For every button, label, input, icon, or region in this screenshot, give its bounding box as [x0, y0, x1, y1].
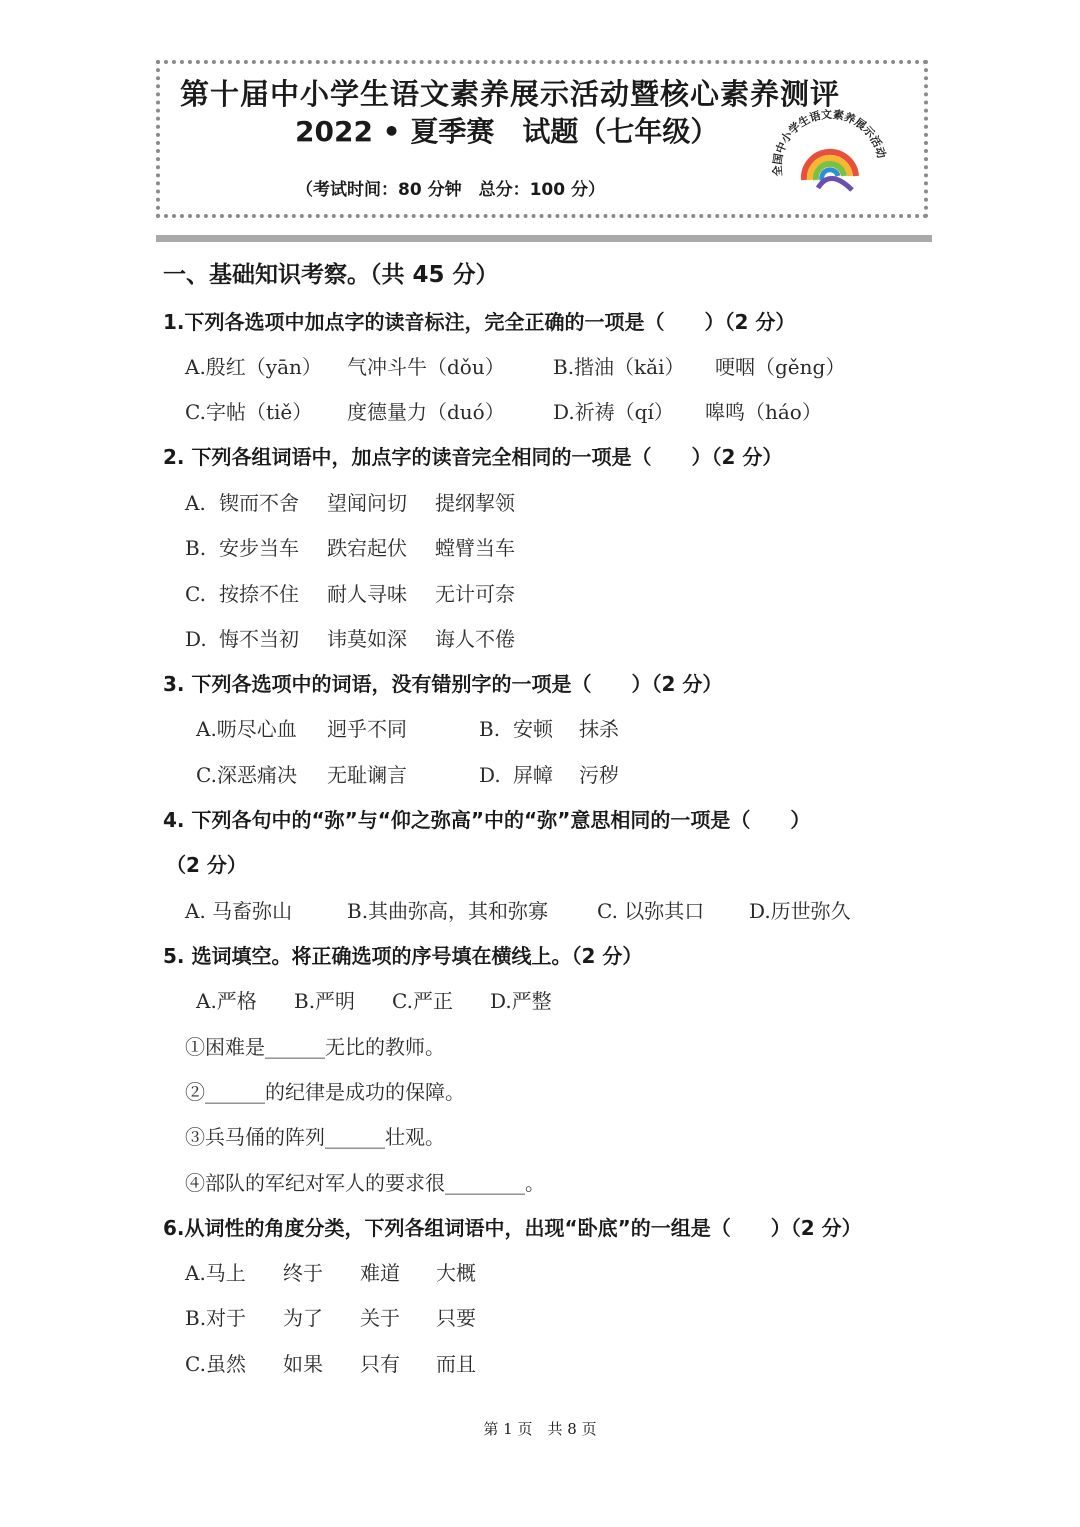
question-4-score: （2 分）	[166, 853, 247, 877]
option-word: 按捺不住	[219, 582, 299, 606]
option-word: 而且	[436, 1352, 476, 1376]
question-6-option-c	[185, 1348, 476, 1377]
competition-logo	[760, 98, 900, 208]
option-letter: C.	[185, 582, 206, 606]
option-text: C.深恶痛决	[196, 763, 297, 787]
option-word: 无计可奈	[435, 582, 515, 606]
question-3-stem: 3. 下列各选项中的词语，没有错别字的一项是（ ）（2 分）	[163, 672, 723, 696]
option-text: C.虽然	[185, 1352, 246, 1376]
question-6-stem: 6.从词性的角度分类，下列各组词语中，出现“卧底”的一组是（ ）（2 分）	[163, 1216, 862, 1240]
option-text: C. 以弥其口	[597, 899, 705, 923]
exam-subtitle: 2022 • 夏季赛 试题（七年级）	[295, 115, 719, 148]
option-letter: D.	[185, 627, 207, 651]
option-text: 安顿	[513, 717, 553, 741]
question-5-options	[196, 985, 552, 1014]
option-letter: A.	[185, 491, 206, 515]
option-text: A.严格	[196, 989, 257, 1013]
question-6-option-b	[185, 1302, 476, 1331]
option-text: B.严明	[294, 989, 356, 1013]
option-text: 气冲斗牛（dǒu）	[347, 355, 505, 379]
option-word: 关于	[360, 1306, 400, 1330]
page-number: 第 1 页 共 8 页	[483, 1420, 597, 1438]
option-word: 如果	[283, 1352, 323, 1376]
question-1-stem: 1.下列各选项中加点字的读音标注，完全正确的一项是（ ）（2 分）	[163, 310, 796, 334]
question-3-options-row-1	[196, 713, 619, 742]
option-text: 度德量力（duó）	[347, 400, 505, 424]
option-text: 屏幛	[513, 763, 553, 787]
option-text: A.马上	[185, 1261, 246, 1285]
option-letter: B.	[185, 536, 207, 560]
option-text: A. 马畜弥山	[185, 899, 293, 923]
exam-info: （考试时间：80 分钟 总分：100 分）	[296, 180, 605, 200]
option-word: 跌宕起伏	[327, 536, 407, 560]
option-text: 嗥鸣（háo）	[705, 400, 822, 424]
option-text: C.严正	[392, 989, 453, 1013]
question-1-options-row-1	[185, 351, 845, 380]
option-word: 为了	[283, 1306, 323, 1330]
question-4-stem: 4. 下列各句中的“弥”与“仰之弥高”中的“弥”意思相同的一项是（ ）	[163, 808, 811, 832]
option-text: 污秽	[579, 763, 619, 787]
question-2-option-d	[185, 623, 515, 652]
option-text: D.严整	[490, 989, 552, 1013]
option-word: 耐人寻味	[327, 582, 407, 606]
option-word: 诲人不倦	[435, 627, 515, 651]
option-word: 安步当车	[219, 536, 299, 560]
question-6-option-a	[185, 1257, 476, 1286]
option-text: D.历世弥久	[749, 899, 851, 923]
question-1-options-row-2	[185, 396, 822, 425]
option-word: 提纲挈领	[435, 491, 515, 515]
question-3-options-row-2	[196, 759, 619, 788]
option-word: 锲而不舍	[219, 491, 299, 515]
option-text: 无耻谰言	[327, 763, 407, 787]
question-5-blank-3: ③兵马俑的阵列______壮观。	[185, 1125, 445, 1149]
option-word: 螳臂当车	[435, 536, 515, 560]
question-5-blank-1: ①困难是______无比的教师。	[185, 1035, 445, 1059]
option-text: A.殷红（yān）	[185, 355, 322, 379]
option-word: 难道	[360, 1261, 400, 1285]
question-2-option-c	[185, 578, 515, 607]
option-letter: D.	[479, 763, 501, 787]
option-word: 只有	[360, 1352, 400, 1376]
question-2-option-b	[185, 532, 515, 561]
option-letter: B.	[479, 717, 501, 741]
option-text: B.对于	[185, 1306, 247, 1330]
question-2-stem: 2. 下列各组词语中，加点字的读音完全相同的一项是（ ）（2 分）	[163, 445, 783, 469]
option-text: B.揩油（kǎi）	[553, 355, 685, 379]
question-5-stem: 5. 选词填空。将正确选项的序号填在横线上。（2 分）	[163, 944, 643, 968]
option-word: 大概	[436, 1261, 476, 1285]
option-word: 只要	[436, 1306, 476, 1330]
header-divider	[156, 235, 932, 242]
question-5-blank-4: ④部队的军纪对军人的要求很________。	[185, 1171, 545, 1195]
option-text: B.其曲弥高，其和弥寡	[347, 899, 549, 923]
logo-text: 全国中小学生语文素养展示活动	[770, 107, 889, 177]
option-text: 哽咽（gěng）	[715, 355, 846, 379]
option-text: 迥乎不同	[327, 717, 407, 741]
question-2-option-a	[185, 487, 515, 516]
option-text: C.字帖（tiě）	[185, 400, 313, 424]
option-word: 悔不当初	[219, 627, 299, 651]
option-text: 抹杀	[579, 717, 619, 741]
option-text: D.祈祷（qí）	[553, 400, 674, 424]
option-word: 望闻问切	[327, 491, 407, 515]
option-word: 讳莫如深	[327, 627, 407, 651]
section-heading: 一、基础知识考察。（共 45 分）	[163, 262, 499, 288]
option-text: A.呖尽心血	[196, 717, 297, 741]
exam-title: 第十届中小学生语文素养展示活动暨核心素养测评	[180, 77, 841, 111]
question-5-blank-2: ②______的纪律是成功的保障。	[185, 1080, 465, 1104]
question-4-options	[185, 895, 851, 924]
option-word: 终于	[283, 1261, 323, 1285]
